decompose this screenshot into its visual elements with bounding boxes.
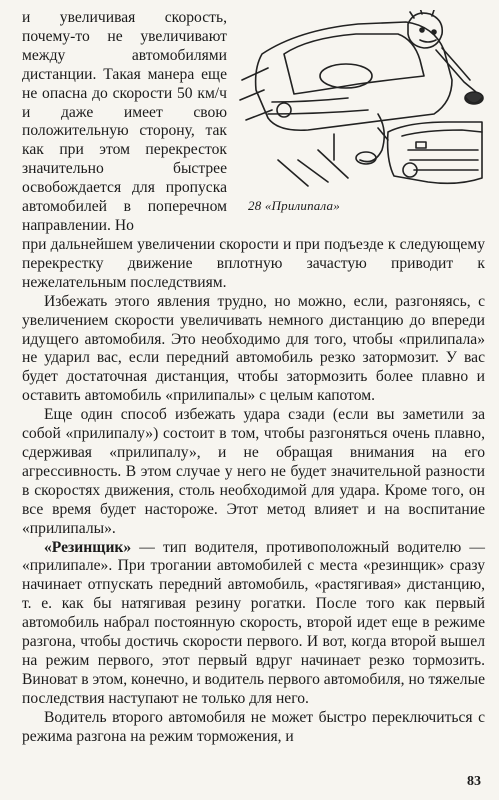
paragraph: Еще один способ избежать удара сзади (если вы заметили за собой «прилипалу») состоит в том, чтобы разгоняться очень плавно, сдерживая «прилипалу», и не обращая внимания на его агрессивность. В этом случае у него не будет значительной разности в скоростях движения, столь необходимой для удара. Кроме того, он все время будет настороже. Этот метод влияет и на воспитание «прилипалы».: [22, 406, 485, 537]
paragraph: Избежать этого явления трудно, но можно, если, разгоняясь, с увеличением скорости увеличивать немного дистанцию до впереди идущего автомобиля. Это необходимо для того, чтобы «прилипала» не ударил вас, если передний автомобиль резко затормозит. У вас будет достаточная дистанция, чтобы затормозить более плавно и оставить автомобиль «прилипалы» с целым капотом.: [22, 292, 485, 405]
figure-caption: 28 «Прилипала»: [248, 198, 340, 213]
paragraph: при дальнейшем увеличении скорости и при подъезде к следующему перекрестку движение вплотную зачастую приводит к нежелательным последствиям.: [22, 236, 485, 291]
term-rezinshchik: «Резинщик»: [44, 538, 132, 556]
cartoon-cars-icon: [238, 10, 484, 200]
page-number: 83: [467, 774, 481, 789]
column-text: [22, 9, 227, 236]
paragraph: Водитель второго автомобиля не может быстро переключиться с режима разгона на режим торможения, и: [22, 708, 485, 745]
main-text: [22, 236, 485, 746]
illustration-tailgater: [238, 10, 484, 200]
paragraph-rezinshchik: [22, 539, 485, 709]
paragraph-text: — тип водителя, противоположный водителю — «прилипале». При трогании автомобилей с места «резинщик» сразу начинает отпускать передний автомобиль, «растягивая» дистанцию, т. е. как бы натягивая резину рогатки. После того как первый автомобиль набрал постоянную скорость, второй идет еще в режиме разгона, чтобы достичь скорости первого. И вот, когда второй вышел на режим первого, этот первый вдруг начинает резко тормозить. Виноват в этом, конечно, и водитель первого автомобиля, но тяжелые последствия наступают не только для него.: [22, 538, 485, 707]
column-paragraph: и увеличивая скорость, почему-то не увеличивают между автомобилями дистанции. Такая манера еще не опасна до скорости 50 км/ч и даже имеет свою положительную сторону, так как при этом перекресток значительно быстрее освобождается для пропуска автомобилей в поперечном направлении. Но: [22, 9, 227, 234]
